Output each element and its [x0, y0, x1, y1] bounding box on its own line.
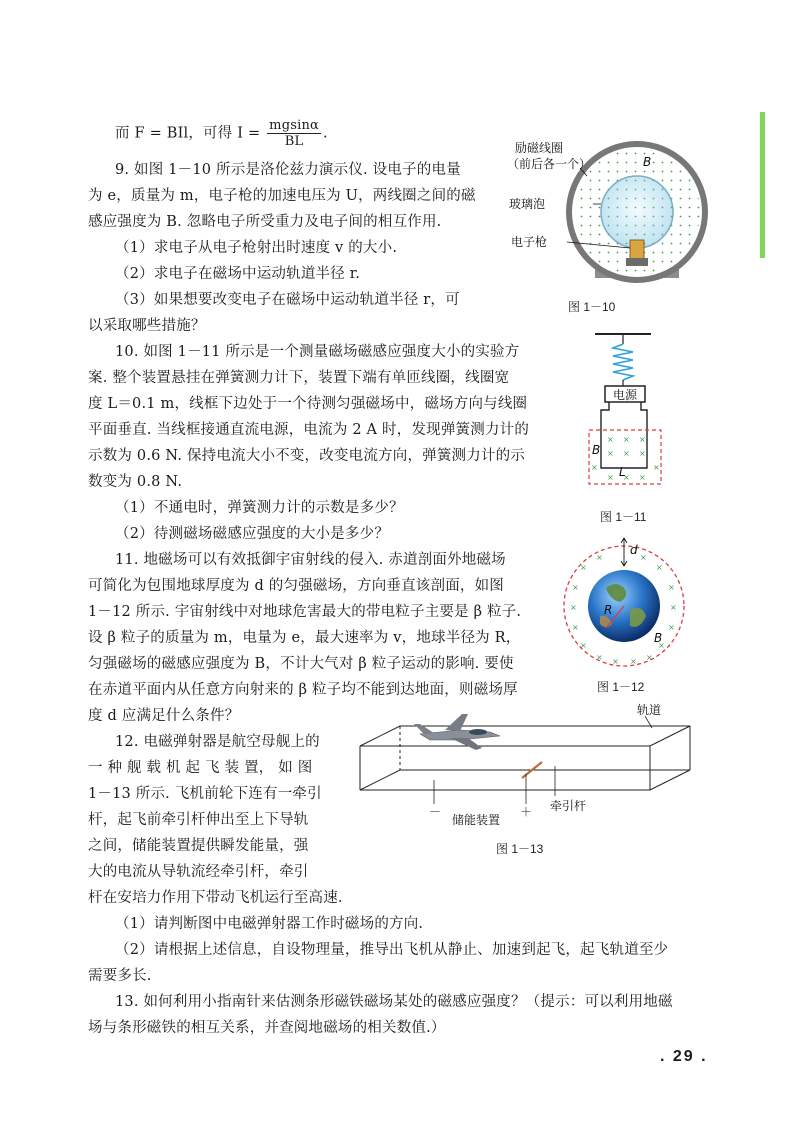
q11-line: 1－12 所示. 宇宙射线中对地球危害最大的带电粒子主要是 β 粒子.	[88, 604, 522, 620]
svg-text:×: ×	[623, 473, 630, 482]
svg-text:×: ×	[591, 463, 598, 472]
svg-text:×: ×	[607, 449, 614, 458]
q10-line: 案. 整个装置悬挂在弹簧测力计下，装置下端有单匝线圈，线圈宽	[88, 370, 510, 386]
label-tow-rod: 牵引杆	[550, 799, 587, 813]
q11-line: 可简化为包围地球厚度为 d 的匀强磁场，方向垂直该剖面，如图	[88, 578, 504, 594]
q11-line: 在赤道平面内从任意方向射来的 β 粒子均不能到达地面，则磁场厚	[88, 682, 518, 698]
svg-text:×: ×	[596, 653, 603, 662]
q10-line: （2）待测磁场磁感应强度的大小是多少？	[115, 526, 390, 542]
figure-1-12	[560, 530, 690, 675]
label-plus: ＋	[520, 805, 533, 819]
q12-line: 之间，储能装置提供瞬发能量，强	[88, 838, 309, 854]
svg-text:×: ×	[623, 435, 630, 444]
q12-line: （2）请根据上述信息，自设物理量，推导出飞机从静止、加速到起飞，起飞轨道至少	[115, 942, 669, 958]
label-bulb: 玻璃泡	[509, 197, 546, 211]
page-number: . 29 .	[660, 1048, 708, 1065]
spring	[613, 344, 633, 380]
figure-1-13	[350, 700, 720, 840]
label-d: d	[630, 543, 638, 557]
svg-text:×: ×	[639, 473, 646, 482]
formula-denominator: BL	[284, 134, 304, 149]
q9-line: （1）求电子从电子枪射出时速度 v 的大小.	[115, 240, 398, 256]
label-coil-note: （前后各一个）	[507, 157, 592, 171]
caption-fig-1-10: 图 1－10	[568, 300, 616, 314]
svg-text:×: ×	[607, 473, 614, 482]
formula-numerator: mgsinα	[269, 118, 320, 133]
accent-bar	[760, 112, 765, 258]
figure-1-10	[505, 140, 745, 300]
svg-text:×: ×	[607, 435, 614, 444]
svg-text:×: ×	[630, 657, 637, 666]
svg-text:×: ×	[670, 603, 677, 612]
label-coil: 励磁线圈	[515, 141, 564, 155]
q9-line: 9. 如图 1－10 所示是洛伦兹力演示仪. 设电子的电量	[115, 162, 461, 178]
q12-line: 1－13 所示. 飞机前轮下连有一牵引	[88, 786, 322, 802]
q12-line: 12. 电磁弹射器是航空母舰上的	[115, 734, 320, 750]
q10-line: 度 L＝0.1 m，线框下边处于一个待测匀强磁场中，磁场方向与线圈	[88, 396, 528, 412]
q12-line: （1）请判断图中电磁弹射器工作时磁场的方向.	[115, 916, 424, 932]
svg-text:×: ×	[656, 563, 663, 572]
formula-line	[115, 118, 328, 149]
q10-line: 平面垂直. 当线框接通直流电源，电流为 2 A 时，发现弹簧测力计的	[88, 422, 530, 438]
formula-suffix: .	[323, 125, 328, 142]
svg-text:×: ×	[596, 553, 603, 562]
svg-text:×: ×	[658, 641, 665, 650]
q10-line: 数变为 0.8 N.	[88, 474, 183, 490]
label-B: B	[643, 155, 652, 169]
q13-line: 场与条形磁铁的相互关系，并查阅地磁场的相关数值.）	[88, 1020, 446, 1036]
svg-text:×: ×	[639, 435, 646, 444]
label-storage: 储能装置	[452, 813, 501, 827]
q12-line: 大的电流从导轨流经牵引杆，牵引	[88, 864, 309, 880]
label-B: B	[592, 443, 601, 457]
svg-text:×: ×	[668, 623, 675, 632]
svg-text:×: ×	[623, 449, 630, 458]
label-B: B	[654, 631, 663, 645]
q9-line: （2）求电子在磁场中运动轨道半径 r.	[115, 266, 361, 282]
q10-line: （1）不通电时，弹簧测力计的示数是多少？	[115, 500, 404, 516]
q11-line: 11. 地磁场可以有效抵御宇宙射线的侵入. 赤道剖面外地磁场	[115, 552, 506, 568]
svg-text:×: ×	[640, 553, 647, 562]
q11-line: 度 d 应满足什么条件？	[88, 708, 240, 724]
label-power: 电源	[612, 388, 638, 402]
svg-text:×: ×	[653, 463, 660, 472]
q9-line: 感应强度为 B. 忽略电子所受重力及电子间的相互作用.	[88, 214, 442, 230]
label-minus: －	[429, 805, 442, 819]
q11-line: 设 β 粒子的质量为 m，电量为 e，最大速率为 v，地球半径为 R，	[88, 630, 521, 646]
figure-1-11	[575, 330, 685, 500]
svg-text:×: ×	[580, 641, 587, 650]
q10-line: 示数为 0.6 N. 保持电流大小不变，改变电流方向，弹簧测力计的示	[88, 448, 526, 464]
label-R: R	[604, 603, 613, 617]
rail-box	[360, 726, 690, 790]
svg-text:×: ×	[668, 583, 675, 592]
label-gun: 电子枪	[511, 235, 548, 249]
aircraft	[414, 714, 500, 750]
caption-fig-1-11: 图 1－11	[600, 510, 647, 524]
svg-text:×: ×	[580, 563, 587, 572]
q12-line: 杆在安培力作用下带动飞机运行至高速.	[88, 890, 343, 906]
caption-fig-1-12: 图 1－12	[597, 680, 645, 694]
q9-line: 以采取哪些措施？	[88, 318, 206, 334]
label-L: L	[619, 465, 626, 479]
svg-text:×: ×	[572, 623, 579, 632]
q12-line: 需要多长.	[88, 968, 152, 984]
svg-text:×: ×	[572, 583, 579, 592]
label-rail: 轨道	[637, 703, 662, 717]
q12-line: 杆，起飞前牵引杆伸出至上下导轨	[88, 812, 309, 828]
q9-line: （3）如果想要改变电子在磁场中运动轨道半径 r，可	[115, 292, 460, 308]
svg-text:×: ×	[639, 449, 646, 458]
svg-text:×: ×	[570, 603, 577, 612]
q9-line: 为 e，质量为 m，电子枪的加速电压为 U，两线圈之间的磁	[88, 188, 476, 204]
caption-fig-1-13: 图 1－13	[496, 842, 544, 856]
q11-line: 匀强磁场的磁感应强度为 B，不计大气对 β 粒子运动的影响. 要使	[88, 656, 514, 672]
svg-text:×: ×	[646, 653, 653, 662]
q10-line: 10. 如图 1－11 所示是一个测量磁场磁感应强度大小的实验方	[115, 344, 520, 360]
q13-line: 13. 如何利用小指南针来估测条形磁铁磁场某处的磁感应强度？（提示：可以利用地磁	[115, 994, 673, 1010]
formula-fraction	[267, 118, 321, 149]
formula-prefix: 而 F = BIl，可得 I =	[115, 125, 266, 142]
q12-line: 一 种 舰 载 机 起 飞 装 置， 如 图	[88, 760, 313, 776]
svg-text:×: ×	[612, 657, 619, 666]
